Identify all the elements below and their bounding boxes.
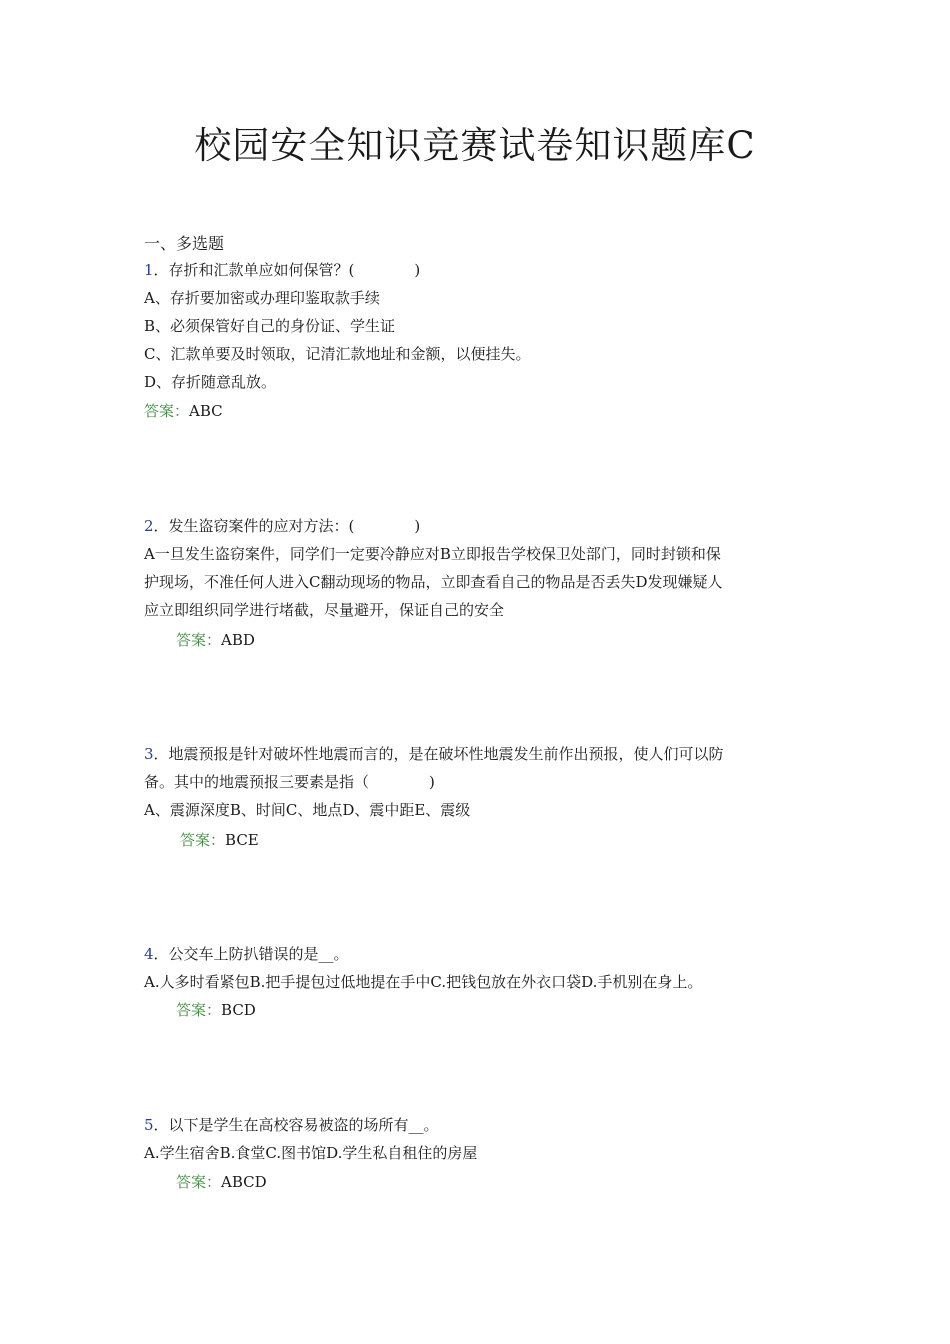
answer-label: 答案： bbox=[176, 1001, 222, 1019]
question-number: 5 bbox=[144, 1116, 154, 1134]
answer-label: 答案： bbox=[144, 402, 190, 420]
answer-value: ABD bbox=[221, 631, 255, 649]
question-1-option-c: C、汇款单要及时领取，记清汇款地址和金额，以便挂失。 bbox=[144, 345, 531, 363]
question-3-answer bbox=[180, 828, 259, 852]
answer-label: 答案： bbox=[180, 831, 226, 849]
question-2-options-line-1: A一旦发生盗窃案件，同学们一定要冷静应对B立即报告学校保卫处部门，同时封锁和保 bbox=[144, 545, 721, 563]
question-1-stem bbox=[144, 258, 420, 282]
question-3-stem bbox=[144, 742, 724, 766]
document-title: 校园安全知识竞赛试卷知识题库C bbox=[194, 124, 756, 167]
question-3-options: A、震源深度B、时间C、地点D、震中距E、震级 bbox=[144, 801, 471, 819]
answer-label: 答案： bbox=[176, 1173, 222, 1191]
question-1-answer bbox=[144, 399, 223, 423]
answer-value: ABCD bbox=[221, 1173, 267, 1191]
question-number: 1 bbox=[144, 261, 154, 279]
section-heading: 一、多选题 bbox=[144, 234, 225, 253]
question-3-stem-line-2: 备。其中的地震预报三要素是指（ ) bbox=[144, 773, 435, 791]
question-text: ．发生盗窃案件的应对方法：( ) bbox=[153, 517, 421, 535]
question-text: ．公交车上防扒错误的是__。 bbox=[153, 945, 349, 963]
question-4-options: A.人多时看紧包B.把手提包过低地提在手中C.把钱包放在外衣口袋D.手机别在身上。 bbox=[144, 973, 703, 991]
question-2-options-line-3: 应立即组织同学进行堵截，尽量避开，保证自己的安全 bbox=[144, 601, 505, 619]
question-2-answer bbox=[176, 628, 255, 652]
question-text: ．存折和汇款单应如何保管？( ) bbox=[153, 261, 421, 279]
question-text: ．地震预报是针对破坏性地震而言的，是在破坏性地震发生前作出预报，使人们可以防 bbox=[153, 745, 724, 763]
question-5-options: A.学生宿舍B.食堂C.图书馆D.学生私自租住的房屋 bbox=[144, 1144, 478, 1162]
question-2-stem bbox=[144, 514, 420, 538]
answer-value: ABC bbox=[189, 402, 223, 420]
answer-label: 答案： bbox=[176, 631, 222, 649]
question-text: ．以下是学生在高校容易被盗的场所有__。 bbox=[153, 1116, 439, 1134]
question-5-answer bbox=[176, 1170, 267, 1194]
answer-value: BCE bbox=[225, 831, 259, 849]
question-number: 4 bbox=[144, 945, 154, 963]
question-4-stem bbox=[144, 942, 349, 966]
question-1-option-a: A、存折要加密或办理印鉴取款手续 bbox=[144, 289, 380, 307]
question-5-stem bbox=[144, 1113, 439, 1137]
question-1-option-d: D、存折随意乱放。 bbox=[144, 373, 277, 391]
question-4-answer bbox=[176, 998, 256, 1022]
question-1-option-b: B、必须保管好自己的身份证、学生证 bbox=[144, 317, 396, 335]
answer-value: BCD bbox=[221, 1001, 256, 1019]
question-number: 3 bbox=[144, 745, 154, 763]
question-number: 2 bbox=[144, 517, 154, 535]
question-2-options-line-2: 护现场，不准任何人进入C翻动现场的物品，立即查看自己的物品是否丢失D发现嫌疑人 bbox=[144, 573, 723, 591]
